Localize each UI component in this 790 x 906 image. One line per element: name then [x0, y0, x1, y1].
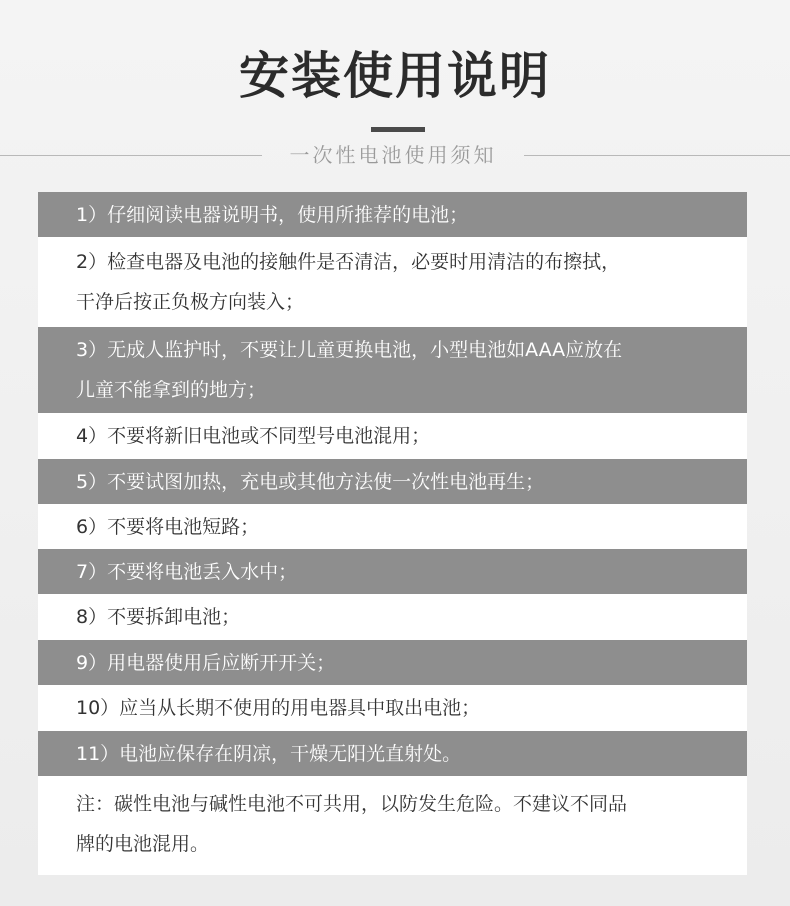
page-title: 安装使用说明 [239, 47, 551, 105]
list-item-text: 1）仔细阅读电器说明书，使用所推荐的电池； [76, 203, 469, 226]
list-item-text: 8）不要拆卸电池； [76, 606, 241, 628]
list-item-1 [38, 192, 747, 237]
list-item-4 [38, 413, 747, 459]
list-item-text: 10）应当从长期不使用的用电器具中取出电池； [76, 697, 481, 719]
note-block [38, 776, 747, 875]
list-item-text: 9）用电器使用后应断开开关； [76, 651, 336, 674]
list-item-text-line1: 2）检查电器及电池的接触件是否清洁，必要时用清洁的布擦拭， [76, 251, 621, 273]
list-item-text: 5）不要试图加热，充电或其他方法使一次性电池再生； [76, 470, 545, 493]
page-subtitle: 一次性电池使用须知 [289, 143, 497, 167]
list-item-text-line2: 干净后按正负极方向装入； [76, 291, 305, 313]
list-item-11 [38, 731, 747, 776]
list-item-text-line2: 儿童不能拿到的地方； [76, 379, 267, 401]
list-item-8 [38, 594, 747, 640]
note-text-line1: 注：碳性电池与碱性电池不可共用，以防发生危险。不建议不同品 [76, 793, 628, 815]
list-item-5 [38, 459, 747, 504]
list-item-6 [38, 504, 747, 549]
list-item-10 [38, 685, 747, 731]
instruction-list [38, 192, 747, 875]
list-item-text-line1: 3）无成人监护时，不要让儿童更换电池，小型电池如AAA应放在 [76, 339, 623, 361]
list-item-text: 4）不要将新旧电池或不同型号电池混用； [76, 425, 431, 447]
note-text-line2: 牌的电池混用。 [76, 833, 210, 855]
list-item-3 [38, 327, 747, 413]
list-item-2 [38, 237, 747, 327]
list-item-text: 7）不要将电池丢入水中； [76, 560, 298, 583]
list-item-9 [38, 640, 747, 685]
list-item-text: 11）电池应保存在阴凉，干燥无阳光直射处。 [76, 742, 462, 765]
title-underline [371, 127, 425, 132]
list-item-text: 6）不要将电池短路； [76, 515, 260, 538]
subtitle-divider-right [524, 155, 790, 156]
list-item-7 [38, 549, 747, 594]
subtitle-divider-left [0, 155, 262, 156]
